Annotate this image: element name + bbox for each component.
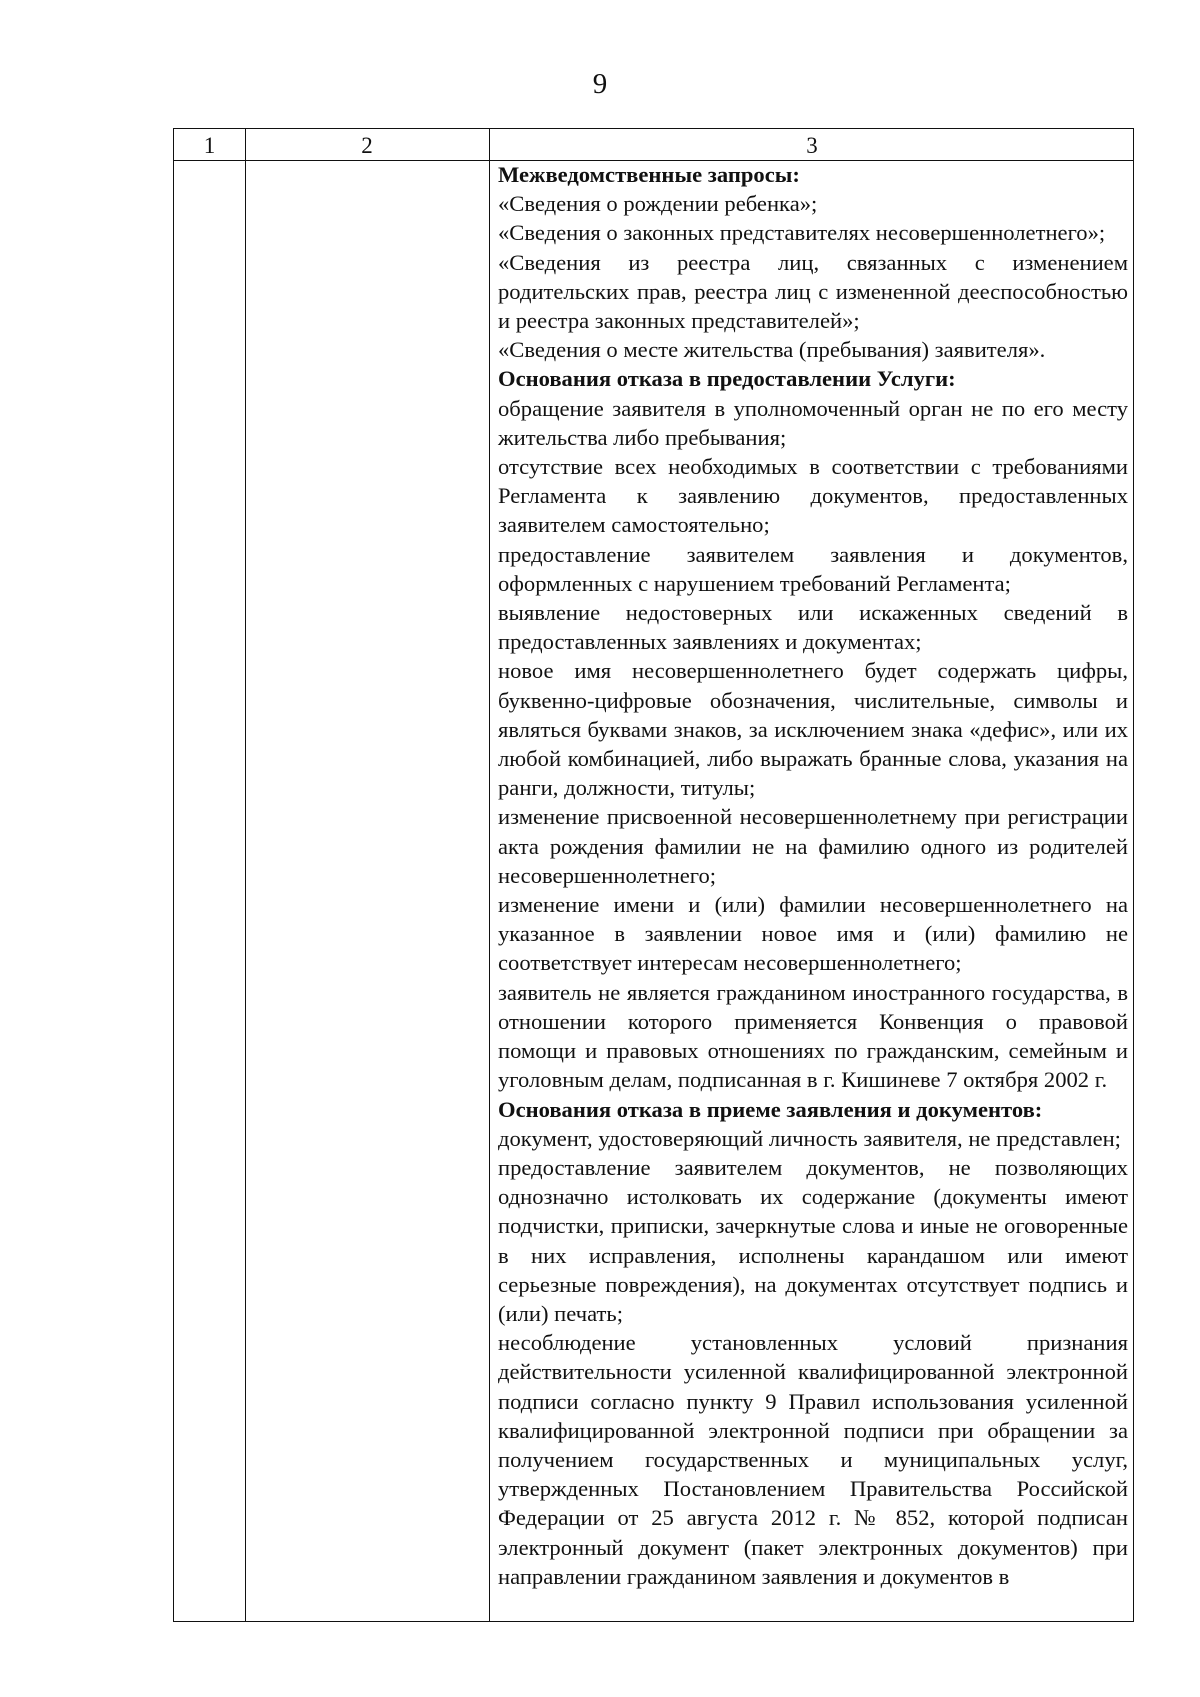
paragraph: заявитель не является гражданином иностранного государства, в отношении которого применяется Конвенция о правовой помощи и правовых отношениях по гражданским, семейным и уголовным делам, подписанная в г. Кишиневе 7 октября 2002 г.: [498, 979, 1128, 1093]
paragraph: «Сведения о месте жительства (пребывания) заявителя».: [498, 337, 1046, 363]
page-number: 9: [592, 68, 608, 100]
paragraph: выявление недостоверных или искаженных сведений в предоставленных заявлениях и документах;: [498, 600, 1128, 655]
paragraph: обращение заявителя в уполномоченный орган не по его месту жительства либо пребывания;: [498, 395, 1128, 450]
paragraph: несоблюдение установленных условий признания действительности усиленной квалифицированной электронной подписи согласно пункту 9 Правил использования усиленной квалифицированной электронной подписи при обращении за получением государственных и муниципальных услуг, утвержденных Постановлением Правительства Российской Федерации от 25 августа 2012 г. № 852, которой подписан электронный документ (пакет электронных документов) при направлении гражданином заявления и документов в: [498, 1330, 1128, 1589]
paragraph: «Сведения о рождении ребенка»;: [498, 191, 818, 217]
column-number-3: 3: [806, 133, 818, 158]
paragraph: предоставление заявителем заявления и документов, оформленных с нарушением требований Регламента;: [498, 541, 1128, 596]
paragraph: предоставление заявителем документов, не позволяющих однозначно истолковать их содержание (документы имеют подчистки, приписки, зачеркнутые слова и иные не оговоренные в них исправления, исполнены карандашом или имеют серьезные повреждения), на документах отсутствует подпись и (или) печать;: [498, 1154, 1128, 1326]
section-heading: Основания отказа в приеме заявления и документов:: [498, 1096, 1043, 1122]
paragraph: отсутствие всех необходимых в соответствии с требованиями Регламента к заявлению документов, предоставленных заявителем самостоятельно;: [498, 454, 1128, 538]
column-number-1: 1: [203, 133, 216, 158]
paragraph: изменение имени и (или) фамилии несовершеннолетнего на указанное в заявлении новое имя и (или) фамилию не соответствует интересам несовершеннолетнего;: [498, 892, 1128, 976]
column-divider: [245, 129, 246, 1621]
paragraph: документ, удостоверяющий личность заявителя, не представлен;: [498, 1125, 1121, 1151]
paragraph: изменение присвоенной несовершеннолетнему при регистрации акта рождения фамилии не на фамилию одного из родителей несовершеннолетнего;: [498, 804, 1128, 888]
section-heading: Основания отказа в предоставлении Услуги:: [498, 366, 956, 392]
column-number-2: 2: [361, 133, 373, 158]
section-heading: Межведомственные запросы:: [498, 162, 800, 187]
column-3-content: [498, 160, 1128, 1591]
column-divider: [489, 129, 490, 1621]
paragraph: «Сведения из реестра лиц, связанных с изменением родительских прав, реестра лиц с измененной дееспособностью и реестра законных представителей»;: [498, 249, 1128, 334]
paragraph: новое имя несовершеннолетнего будет содержать цифры, буквенно-цифровые обозначения, числительные, символы и являться буквами знаков, за исключением знака «дефис», или их любой комбинацией, либо выражать бранные слова, указания на ранги, должности, титулы;: [498, 658, 1128, 801]
paragraph: «Сведения о законных представителях несовершеннолетнего»;: [498, 220, 1106, 246]
